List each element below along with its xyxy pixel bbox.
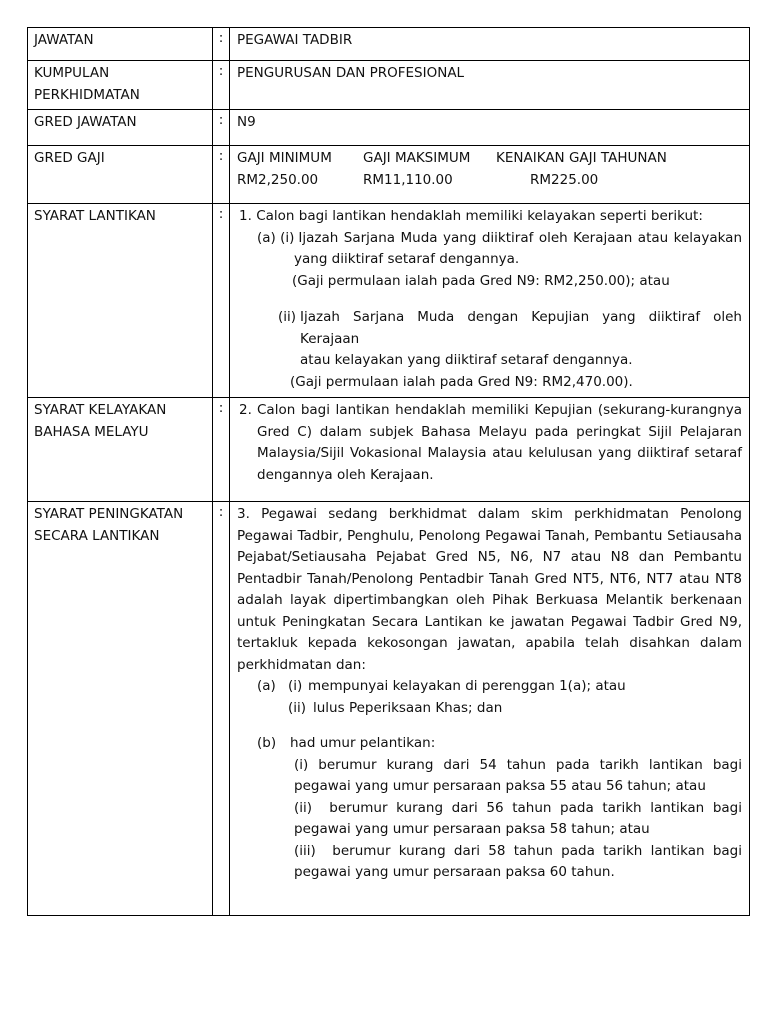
salary-header-max: GAJI MAKSIMUM — [363, 150, 471, 166]
label-syarat-lantikan: SYARAT LANTIKAN — [34, 208, 156, 224]
label-kumpulan-line2: PERKHIDMATAN — [34, 86, 140, 103]
clause-text: berumur kurang dari 54 tahun pada tarikh lantikan bagi pegawai yang umur persaraan paksa 55 atau 56 tahun; atau — [294, 756, 743, 794]
clause-text: Calon bagi lantikan hendaklah memiliki kelayakan seperti berikut: — [256, 208, 703, 224]
clause-marker: (i) — [288, 678, 303, 694]
value-cell — [230, 28, 750, 61]
colon-cell — [213, 110, 230, 146]
clause-number: 2. — [239, 402, 252, 418]
colon: : — [218, 400, 224, 416]
value-cell — [230, 204, 750, 398]
clause-marker: (a) (i) — [257, 229, 295, 246]
clause-3b — [237, 733, 742, 884]
clause-3b-i — [257, 755, 742, 798]
row-bahasa-melayu — [28, 398, 750, 502]
salary-header-increment: KENAIKAN GAJI TAHUNAN — [496, 150, 667, 166]
colon: : — [218, 30, 224, 46]
value-jawatan: PEGAWAI TADBIR — [237, 32, 353, 48]
colon-cell — [213, 146, 230, 204]
clause-number: 1. — [239, 208, 252, 224]
label-cell — [28, 146, 213, 204]
clause-marker: (b) — [257, 735, 277, 751]
row-kumpulan — [28, 61, 750, 110]
label-bahasa-line2: BAHASA MELAYU — [34, 423, 149, 440]
label-cell — [28, 110, 213, 146]
label-jawatan: JAWATAN — [34, 32, 94, 48]
clause-marker: (iii) — [294, 842, 316, 859]
colon: : — [218, 504, 224, 520]
job-spec-table — [27, 27, 750, 916]
label-kumpulan-line1: KUMPULAN — [34, 65, 110, 81]
clause-2 — [237, 400, 742, 486]
colon-cell — [213, 502, 230, 916]
label-peningkatan-line1: SYARAT PENINGKATAN — [34, 506, 184, 522]
label-cell — [28, 28, 213, 61]
colon: : — [218, 206, 224, 222]
clause-text: mempunyai kelayakan di perenggan 1(a); atau — [308, 678, 626, 694]
clause-text: lulus Peperiksaan Khas; dan — [313, 699, 503, 716]
clause-1a — [237, 228, 742, 293]
row-jawatan — [28, 28, 750, 61]
salary-value-row — [237, 170, 742, 192]
clause-marker: (ii) — [278, 309, 297, 325]
label-cell — [28, 502, 213, 916]
colon: : — [218, 148, 224, 164]
label-bahasa-line1: SYARAT KELAYAKAN — [34, 402, 167, 418]
clause-text: berumur kurang dari 58 tahun pada tarikh lantikan bagi pegawai yang umur persaraan paksa 60 tahun. — [294, 842, 742, 880]
clause-marker: (ii) — [288, 699, 307, 716]
colon: : — [218, 112, 224, 128]
label-gred-gaji: GRED GAJI — [34, 150, 105, 166]
value-gred-jawatan: N9 — [237, 114, 256, 130]
salary-header-row — [237, 148, 742, 170]
salary-value-increment: RM225.00 — [530, 171, 599, 188]
clause-marker: (a) — [257, 678, 276, 694]
clause-1a-ii — [237, 307, 742, 393]
row-gred-jawatan — [28, 110, 750, 146]
label-cell — [28, 61, 213, 110]
clause-3a — [237, 676, 742, 719]
salary-note: (Gaji permulaan ialah pada Gred N9: RM2,250.00); atau — [292, 272, 670, 289]
clause-text: atau kelayakan yang diiktiraf setaraf dengannya. — [300, 352, 633, 368]
clause-text: had umur pelantikan: — [290, 735, 436, 751]
row-syarat-lantikan — [28, 204, 750, 398]
clause-text: Ijazah Sarjana Muda yang diiktiraf oleh Kerajaan atau kelayakan — [298, 229, 742, 246]
clause-3-paragraph: 3. Pegawai sedang berkhidmat dalam skim perkhidmatan Penolong Pegawai Tadbir, Penghulu, Penolong Pegawai Tanah, Pembantu Setiausaha Pejabat/Setiausaha Pejabat Gred N5, N6, N7 atau N8 dan Pembantu Pentadbir Tanah/Penolong Pentadbir Tanah Gred NT5, NT6, NT7 atau NT8 adalah layak dipertimbangkan oleh Pihak Berkuasa Melantik berkenaan untuk Peningkatan Secara Lantikan ke jawatan Pegawai Tadbir Gred N9, tertakluk kepada kekosongan jawatan, apabila telah disahkan dalam perkhidmatan dan: — [237, 506, 742, 673]
clause-3b-iii — [257, 841, 742, 884]
label-gred-jawatan: GRED JAWATAN — [34, 114, 137, 130]
row-peningkatan — [28, 502, 750, 916]
value-cell — [230, 61, 750, 110]
clause-1-intro — [237, 206, 742, 228]
value-cell — [230, 146, 750, 204]
value-kumpulan: PENGURUSAN DAN PROFESIONAL — [237, 65, 465, 81]
salary-value-min: RM2,250.00 — [237, 171, 319, 188]
colon-cell — [213, 28, 230, 61]
clause-marker: (i) — [294, 756, 309, 773]
row-gred-gaji — [28, 146, 750, 204]
label-cell — [28, 398, 213, 502]
value-cell — [230, 502, 750, 916]
value-cell — [230, 398, 750, 502]
clause-text: Calon bagi lantikan hendaklah memiliki Kepujian (sekurang-kurangnya Gred C) dalam subjek Bahasa Melayu pada peringkat Sijil Pelajaran Malaysia/Sijil Vokasional Malaysia atau kelulusan yang diiktiraf setaraf dengannya oleh Kerajaan. — [257, 402, 742, 483]
clause-3b-ii — [257, 798, 742, 841]
colon-cell — [213, 398, 230, 502]
clause-text: Ijazah Sarjana Muda dengan Kepujian yang diiktiraf oleh Kerajaan — [300, 309, 742, 347]
colon-cell — [213, 61, 230, 110]
label-peningkatan-line2: SECARA LANTIKAN — [34, 527, 160, 544]
value-cell — [230, 110, 750, 146]
colon-cell — [213, 204, 230, 398]
salary-value-max: RM11,110.00 — [363, 171, 453, 188]
salary-header-min: GAJI MINIMUM — [237, 150, 332, 166]
label-cell — [28, 204, 213, 398]
colon: : — [218, 63, 224, 79]
clause-text: yang diiktiraf setaraf dengannya. — [294, 251, 520, 267]
clause-text: berumur kurang dari 56 tahun pada tarikh lantikan bagi pegawai yang umur persaraan paksa 58 tahun; atau — [294, 799, 742, 837]
salary-note: (Gaji permulaan ialah pada Gred N9: RM2,470.00). — [290, 373, 633, 390]
clause-marker: (ii) — [294, 799, 313, 816]
